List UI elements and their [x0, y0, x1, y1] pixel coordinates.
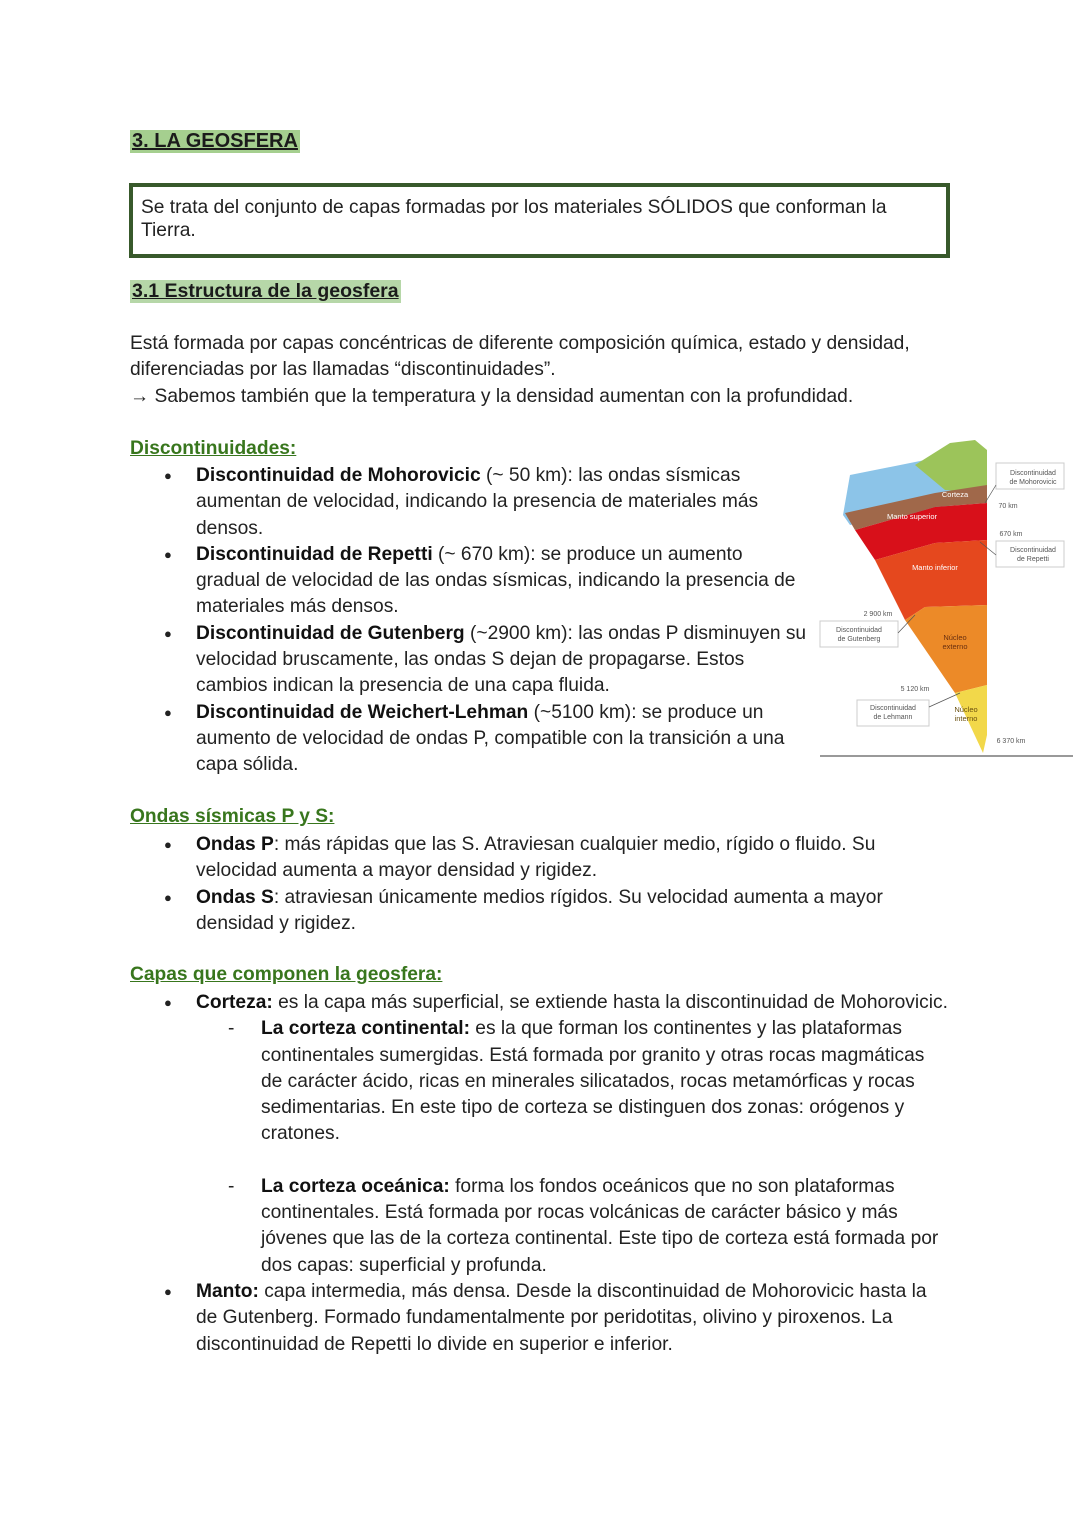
section-title: 3. LA GEOSFERA — [132, 130, 298, 152]
list-item: ● Discontinuidad de Repetti (~ 670 km): se produce un aumento gradual de velocidad de las ondas sísmicas, indicando la presencia de materiales más densos. — [130, 542, 810, 621]
list-item: ● Ondas S: atraviesan únicamente medios rígidos. Su velocidad aumenta a mayor densidad y rigidez. — [130, 885, 940, 938]
list-item: ● Corteza: es la capa más superficial, se extiende hasta la discontinuidad de Mohorovicic. - La corteza continental: es la que forman los continentes y las plataformas continentales sumergidas. Está formada por granito y otras rocas magmáticas de carácter ácido, ricas en minerales silicatados, rocas metamórficas y rocas sedimentarias. En este tipo de corteza se distinguen dos zonas: orógenos y cratones. - La corteza oceánica: forma los fondos oceánicos que no son plataformas continentales. Está formada por rocas volcánicas de carácter básico y más jóvenes que las de la corteza continental. Este tipo de corteza está formada por dos capas: superficial y profunda. — [130, 990, 950, 1279]
subsection-title: 3.1 Estructura de la geosfera — [132, 280, 399, 302]
label-moho: Discontinuidad — [1010, 470, 1056, 477]
list-item: ● Discontinuidad de Gutenberg (~2900 km): las ondas P disminuyen su velocidad bruscamente, las ondas S dejan de propagarse. Estos cambios indican la presencia de una capa fluida. — [130, 621, 810, 700]
depth-6370: 6 370 km — [996, 738, 1026, 745]
discontinuities-list — [130, 463, 810, 779]
label-lehmann: Discontinuidad — [870, 705, 916, 712]
list-item: - La corteza continental: es la que forman los continentes y las plataformas continentales sumergidas. Está formada por granito y otras rocas magmáticas de carácter ácido, ricas en minerales silicatados, rocas metamórficas y rocas sedimentarias. En este tipo de corteza se distinguen dos zonas: orógenos y cratones. — [196, 1016, 950, 1147]
label-nucleo-interno: Núcleo — [954, 705, 978, 714]
label-lehmann-2: de Lehmann — [873, 714, 913, 721]
earth-layers-diagram — [815, 435, 1075, 760]
depth-670: 670 km — [999, 531, 1023, 538]
label-manto-inferior: Manto inferior — [912, 563, 958, 572]
label-nucleo-externo: Núcleo — [943, 633, 967, 642]
layers-heading: Capas que componen la geosfera: — [130, 964, 443, 985]
crust-sublist — [196, 1016, 950, 1279]
depth-5120: 5 120 km — [900, 686, 930, 693]
label-moho-2: de Mohorovicic — [1009, 479, 1057, 486]
intro-text — [130, 331, 950, 410]
label-nucleo-externo-2: externo — [942, 642, 968, 651]
list-item: ● Manto: capa intermedia, más densa. Desde la discontinuidad de Mohorovicic hasta la de Gutenberg. Formado fundamentalmente por peridotitas, olivino y piroxenos. La discontinuidad de Repetti lo divide en superior e inferior. — [130, 1279, 950, 1358]
discontinuities-heading: Discontinuidades: — [130, 438, 297, 459]
label-nucleo-interno-2: interno — [954, 714, 978, 723]
list-item: - La corteza oceánica: forma los fondos oceánicos que no son plataformas continentales. Está formada por rocas volcánicas de carácter básico y más jóvenes que las de la corteza continental. Este tipo de corteza está formada por dos capas: superficial y profunda. — [196, 1174, 950, 1279]
depth-70: 70 km — [998, 503, 1018, 510]
label-repetti-2: de Repetti — [1017, 556, 1049, 563]
definition-box: Se trata del conjunto de capas formadas por los materiales SÓLIDOS que conforman la Tierra. — [129, 183, 950, 258]
label-gutenberg-2: de Gutenberg — [837, 636, 881, 643]
waves-heading: Ondas sísmicas P y S: — [130, 806, 335, 827]
label-corteza: Corteza — [941, 490, 969, 499]
list-item: ● Ondas P: más rápidas que las S. Atraviesan cualquier medio, rígido o fluido. Su velocidad aumenta a mayor densidad y rigidez. — [130, 832, 940, 885]
intro-paragraph: Está formada por capas concéntricas de diferente composición química, estado y densidad, diferenciadas por las llamadas “discontinuidades”. — [130, 333, 910, 381]
layers-list — [130, 990, 950, 1358]
list-item: ● Discontinuidad de Mohorovicic (~ 50 km): las ondas sísmicas aumentan de velocidad, indicando la presencia de materiales más densos. — [130, 463, 810, 542]
waves-list — [130, 832, 940, 937]
label-gutenberg: Discontinuidad — [836, 627, 882, 634]
intro-note: → Sabemos también que la temperatura y la densidad aumentan con la profundidad. — [130, 385, 854, 407]
depth-2900: 2 900 km — [863, 611, 893, 618]
label-repetti: Discontinuidad — [1010, 547, 1056, 554]
list-item: ● Discontinuidad de Weichert-Lehman (~5100 km): se produce un aumento de velocidad de ondas P, compatible con la transición a una capa sólida. — [130, 700, 810, 779]
label-manto-superior: Manto superior — [886, 512, 938, 521]
